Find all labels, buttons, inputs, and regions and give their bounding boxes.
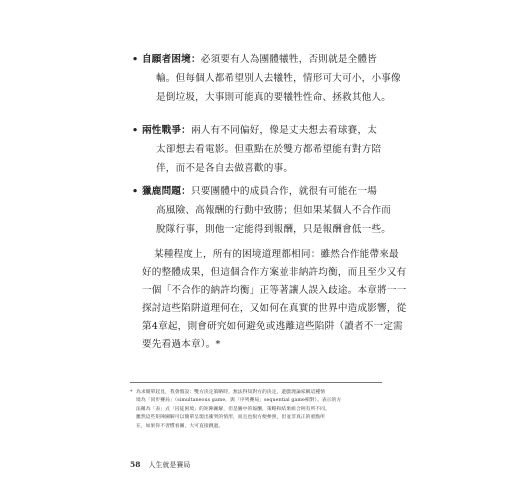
bullet-first-line [132, 121, 392, 140]
paragraph-line: 第4章起，則會研究如何避免或逃離這些陷阱（讀者不一定需 [142, 321, 403, 332]
paragraph-line: 好的整體成果，但這個合作方案並非納許均衡，而且至少又有 [142, 267, 407, 278]
bullet-term: 自願者困境： [142, 54, 201, 65]
bullet-volunteer-dilemma [132, 50, 401, 107]
bullet-term: 兩性戰爭： [142, 125, 191, 136]
footnote-marker: * [130, 390, 133, 395]
bullet-text-line: 脫隊行事，則他一定能得到報酬，只是報酬會低一些。 [156, 224, 392, 235]
footnote-line: 在，如果你不習慣看圖，大可直接跳過。 [136, 423, 224, 429]
footnote-line: 境為「同步賽局」（simultaneous game，與「序列賽局」sequential game相對）。表示的方 [136, 398, 342, 404]
bullet-marker: • [132, 54, 139, 65]
bullet-battle-of-sexes [132, 121, 392, 178]
footnote-line: 雖然這些矩陣圖解可以簡單呈現出衝突的情形，而且也很方便參照，但並非真正的重點所 [136, 415, 326, 421]
paragraph-line: 一個「不合作的納許均衡」正等著讓人誤入歧途。本章將一一 [142, 285, 407, 296]
bullet-stag-hunt [132, 182, 392, 239]
bullet-text: 兩人有不同偏好，像是丈夫想去看球賽，太 [190, 125, 378, 136]
bullet-marker: • [132, 186, 139, 197]
bullet-marker: • [132, 125, 139, 136]
bullet-text-line: 伴，而不是各自去做喜歡的事。 [156, 163, 294, 174]
footnote-divider [130, 382, 382, 383]
footnote [130, 389, 382, 431]
bullet-term: 獵鹿問題： [142, 186, 191, 197]
bullet-text-line: 是倒垃圾，大事則可能真的要犧牲性命、拯救其他人。 [156, 92, 392, 103]
bullet-text-line: 太卻想去看電影。但重點在於雙方都希望能有對方陪 [156, 144, 382, 155]
paragraph-line: 要先看過本章）。* [142, 339, 221, 350]
bullet-first-line [132, 50, 392, 69]
footnote-text: 為求簡單起見，我會假設：雙方決定策略時，無法得知對方的決定，遊戲理論家稱這種情 [136, 390, 326, 395]
paragraph-line: 某種程度上，所有的困境道理都相同：雖然合作能帶來最 [154, 249, 399, 260]
body-paragraph [142, 246, 407, 354]
bullet-text-line: 輸。但每個人都希望別人去犧牲，情形可大可小，小事像 [156, 73, 401, 84]
footnote-line: 法稱為「表」式「囚徒困境」的矩陣圖解，但是圖中的報酬，策略和結果組合則有所不同。 [136, 406, 330, 412]
page-number: 58 [130, 460, 141, 469]
page-footer [130, 460, 190, 470]
bullet-text-line: 高風險、高報酬的行動中致勝；但如果某個人不合作而 [156, 205, 392, 216]
footnote-first-line [130, 389, 382, 397]
bullet-first-line [132, 182, 392, 201]
bullet-text: 只要團體中的成員合作，就很有可能在一場 [190, 186, 378, 197]
bullet-text: 必須要有人為團體犧牲，否則就是全體皆 [200, 54, 378, 65]
paragraph-line: 探討這些陷阱道理何在，又如何在真實的世界中造成影響，從 [142, 303, 407, 314]
running-title: 人生就是賽局 [148, 461, 191, 469]
